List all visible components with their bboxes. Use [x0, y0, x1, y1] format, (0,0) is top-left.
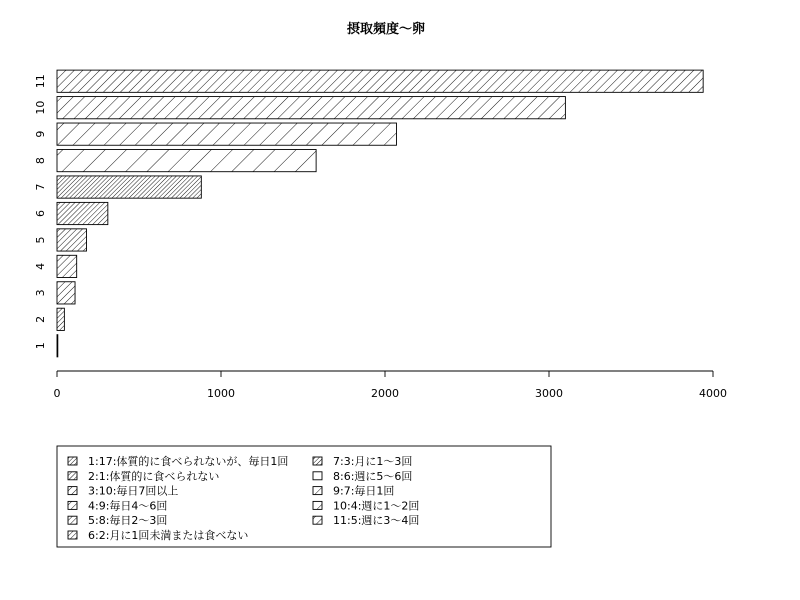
y-tick-label-2: 2	[34, 315, 47, 323]
x-tick-label: 4000	[699, 387, 727, 400]
bar-11	[57, 70, 703, 92]
bar-8	[57, 149, 316, 171]
legend-entry-8: 8:6:週に5〜6回	[333, 469, 413, 483]
legend-swatch-2	[68, 472, 77, 480]
bars	[57, 70, 703, 357]
x-tick-label: 1000	[207, 387, 235, 400]
y-tick-label-11: 11	[34, 74, 47, 89]
legend-swatch-7	[313, 457, 322, 465]
legend-entry-3: 3:10:毎日7回以上	[88, 484, 179, 498]
y-tick-label-4: 4	[34, 262, 47, 270]
legend-swatch-5	[68, 516, 77, 524]
legend	[57, 446, 551, 547]
legend-swatch-11	[313, 516, 322, 524]
y-tick-label-9: 9	[34, 130, 47, 138]
legend-entry-5: 5:8:毎日2〜3回	[88, 514, 168, 528]
legend-swatch-4	[68, 501, 77, 509]
chart-title: 摂取頻度〜卵	[346, 22, 426, 37]
legend-swatch-8	[313, 472, 322, 480]
legend-entry-7: 7:3:月に1〜3回	[333, 455, 413, 468]
y-tick-labels	[34, 74, 47, 349]
bar-7	[57, 176, 201, 198]
legend-entry-11: 11:5:週に3〜4回	[333, 514, 420, 528]
legend-entry-4: 4:9:毎日4〜6回	[88, 499, 168, 513]
bar-4	[57, 255, 77, 277]
bar-9	[57, 123, 396, 145]
legend-swatch-1	[68, 457, 77, 465]
y-tick-label-3: 3	[34, 289, 47, 297]
legend-entry-2: 2:1:体質的に食べられない	[88, 469, 220, 483]
y-tick-label-6: 6	[34, 210, 47, 217]
y-tick-label-5: 5	[34, 236, 47, 244]
legend-entry-9: 9:7:毎日1回	[333, 484, 395, 498]
y-tick-label-10: 10	[34, 100, 47, 115]
y-tick-label-7: 7	[34, 183, 47, 191]
legend-swatch-6	[68, 531, 77, 539]
x-tick-label: 0	[53, 387, 61, 400]
bar-3	[57, 282, 75, 304]
bar-6	[57, 202, 108, 224]
bar-10	[57, 97, 565, 119]
bar-2	[57, 308, 64, 330]
y-tick-label-1: 1	[34, 342, 47, 350]
legend-swatch-3	[68, 487, 77, 495]
bar-1	[57, 335, 58, 357]
bar-5	[57, 229, 87, 251]
x-tick-label: 2000	[371, 387, 399, 400]
legend-entry-1: 1:17:体質的に食べられないが、毎日1回	[88, 455, 289, 468]
x-tick-label: 3000	[535, 387, 563, 400]
x-axis	[54, 371, 728, 400]
legend-swatch-10	[313, 501, 322, 509]
legend-swatch-9	[313, 487, 322, 495]
y-tick-label-8: 8	[34, 157, 47, 165]
legend-entry-10: 10:4:週に1〜2回	[333, 499, 420, 513]
legend-entry-6: 6:2:月に1回未満または食べない	[88, 529, 249, 542]
